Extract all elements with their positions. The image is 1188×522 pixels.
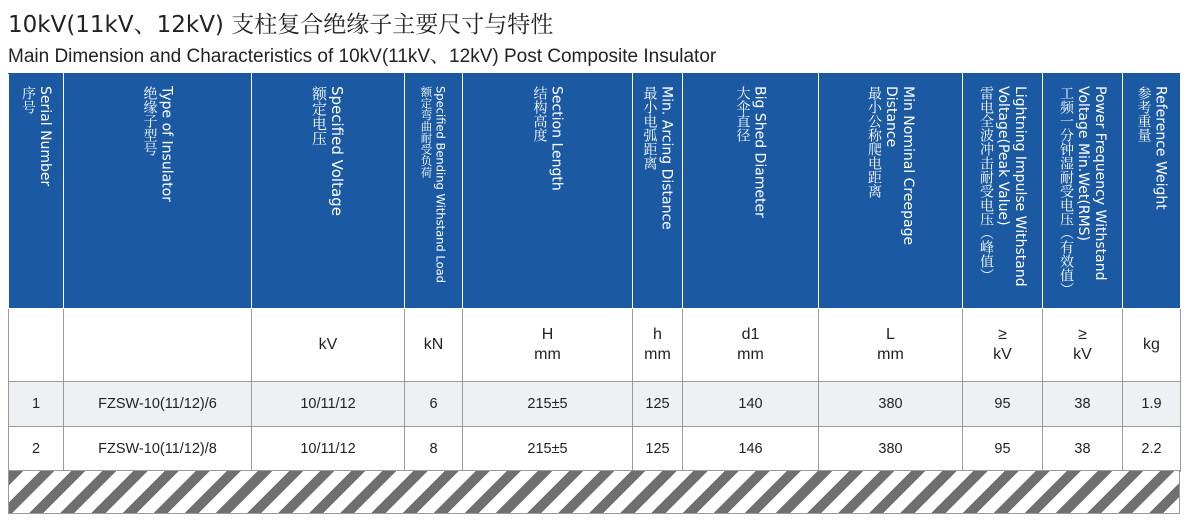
unit-cell: kN: [405, 309, 463, 382]
cell-voltage: 10/11/12: [252, 427, 405, 472]
cell-arcing: 125: [633, 427, 683, 472]
cell-power: 38: [1043, 382, 1123, 427]
unit-cell: kV: [252, 309, 405, 382]
page-subtitle: Main Dimension and Characteristics of 10kV(11kV、12kV) Post Composite Insulator: [8, 46, 717, 67]
unit-cell: d1 mm: [683, 309, 819, 382]
cell-serial: 1: [9, 382, 64, 427]
unit-cell: [64, 309, 252, 382]
col-header-section: Section Length 结构高度: [463, 74, 633, 309]
col-header-type: Type of Insulator 绝缘子型号: [64, 74, 252, 309]
cell-section: 215±5: [463, 427, 633, 472]
col-header-creepage: Min Nominal Creepage Distance 最小公称爬电距离: [819, 74, 963, 309]
unit-cell: kg: [1123, 309, 1181, 382]
col-header-arcing: Min. Arcing Distance 最小电弧距离: [633, 74, 683, 309]
cell-load: 6: [405, 382, 463, 427]
col-header-shed: Big Shed Diameter 大伞直径: [683, 74, 819, 309]
cell-shed: 140: [683, 382, 819, 427]
page-title: 10kV(11kV、12kV) 支柱复合绝缘子主要尺寸与特性: [8, 12, 554, 38]
unit-cell: ≥ kV: [963, 309, 1043, 382]
cell-arcing: 125: [633, 382, 683, 427]
unit-cell: ≥ kV: [1043, 309, 1123, 382]
table-row: [9, 427, 1181, 472]
unit-cell: h mm: [633, 309, 683, 382]
cell-type: FZSW-10(11/12)/6: [64, 382, 252, 427]
cell-creepage: 380: [819, 382, 963, 427]
cell-power: 38: [1043, 427, 1123, 472]
col-header-voltage: Specified Voltage 额定电压: [252, 74, 405, 309]
col-header-serial: Serial Number 序号: [9, 74, 64, 309]
spec-table: [8, 73, 1181, 472]
cell-section: 215±5: [463, 382, 633, 427]
cell-load: 8: [405, 427, 463, 472]
unit-cell: H mm: [463, 309, 633, 382]
cell-weight: 2.2: [1123, 427, 1181, 472]
unit-cell: [9, 309, 64, 382]
cell-lightning: 95: [963, 427, 1043, 472]
cell-weight: 1.9: [1123, 382, 1181, 427]
cell-type: FZSW-10(11/12)/8: [64, 427, 252, 472]
col-header-power: Power Frequency Withstand Voltage Min.Wet(RMS) 工频一分钟湿耐受电压（有效值）: [1043, 74, 1123, 309]
cell-serial: 2: [9, 427, 64, 472]
table-row: [9, 382, 1181, 427]
col-header-lightning: Lightning Impulse Withstand Voltage(Peak Value) 雷电全波冲击耐受电压（峰值）: [963, 74, 1043, 309]
unit-cell: L mm: [819, 309, 963, 382]
cell-lightning: 95: [963, 382, 1043, 427]
col-header-load: Specified Bending Withstand Load 额定弯曲耐受负荷: [405, 74, 463, 309]
header-row: [9, 74, 1181, 309]
hatched-divider: [8, 470, 1180, 514]
cell-shed: 146: [683, 427, 819, 472]
units-row: [9, 309, 1181, 382]
col-header-weight: Reference Weight 参考重量: [1123, 74, 1181, 309]
cell-voltage: 10/11/12: [252, 382, 405, 427]
cell-creepage: 380: [819, 427, 963, 472]
